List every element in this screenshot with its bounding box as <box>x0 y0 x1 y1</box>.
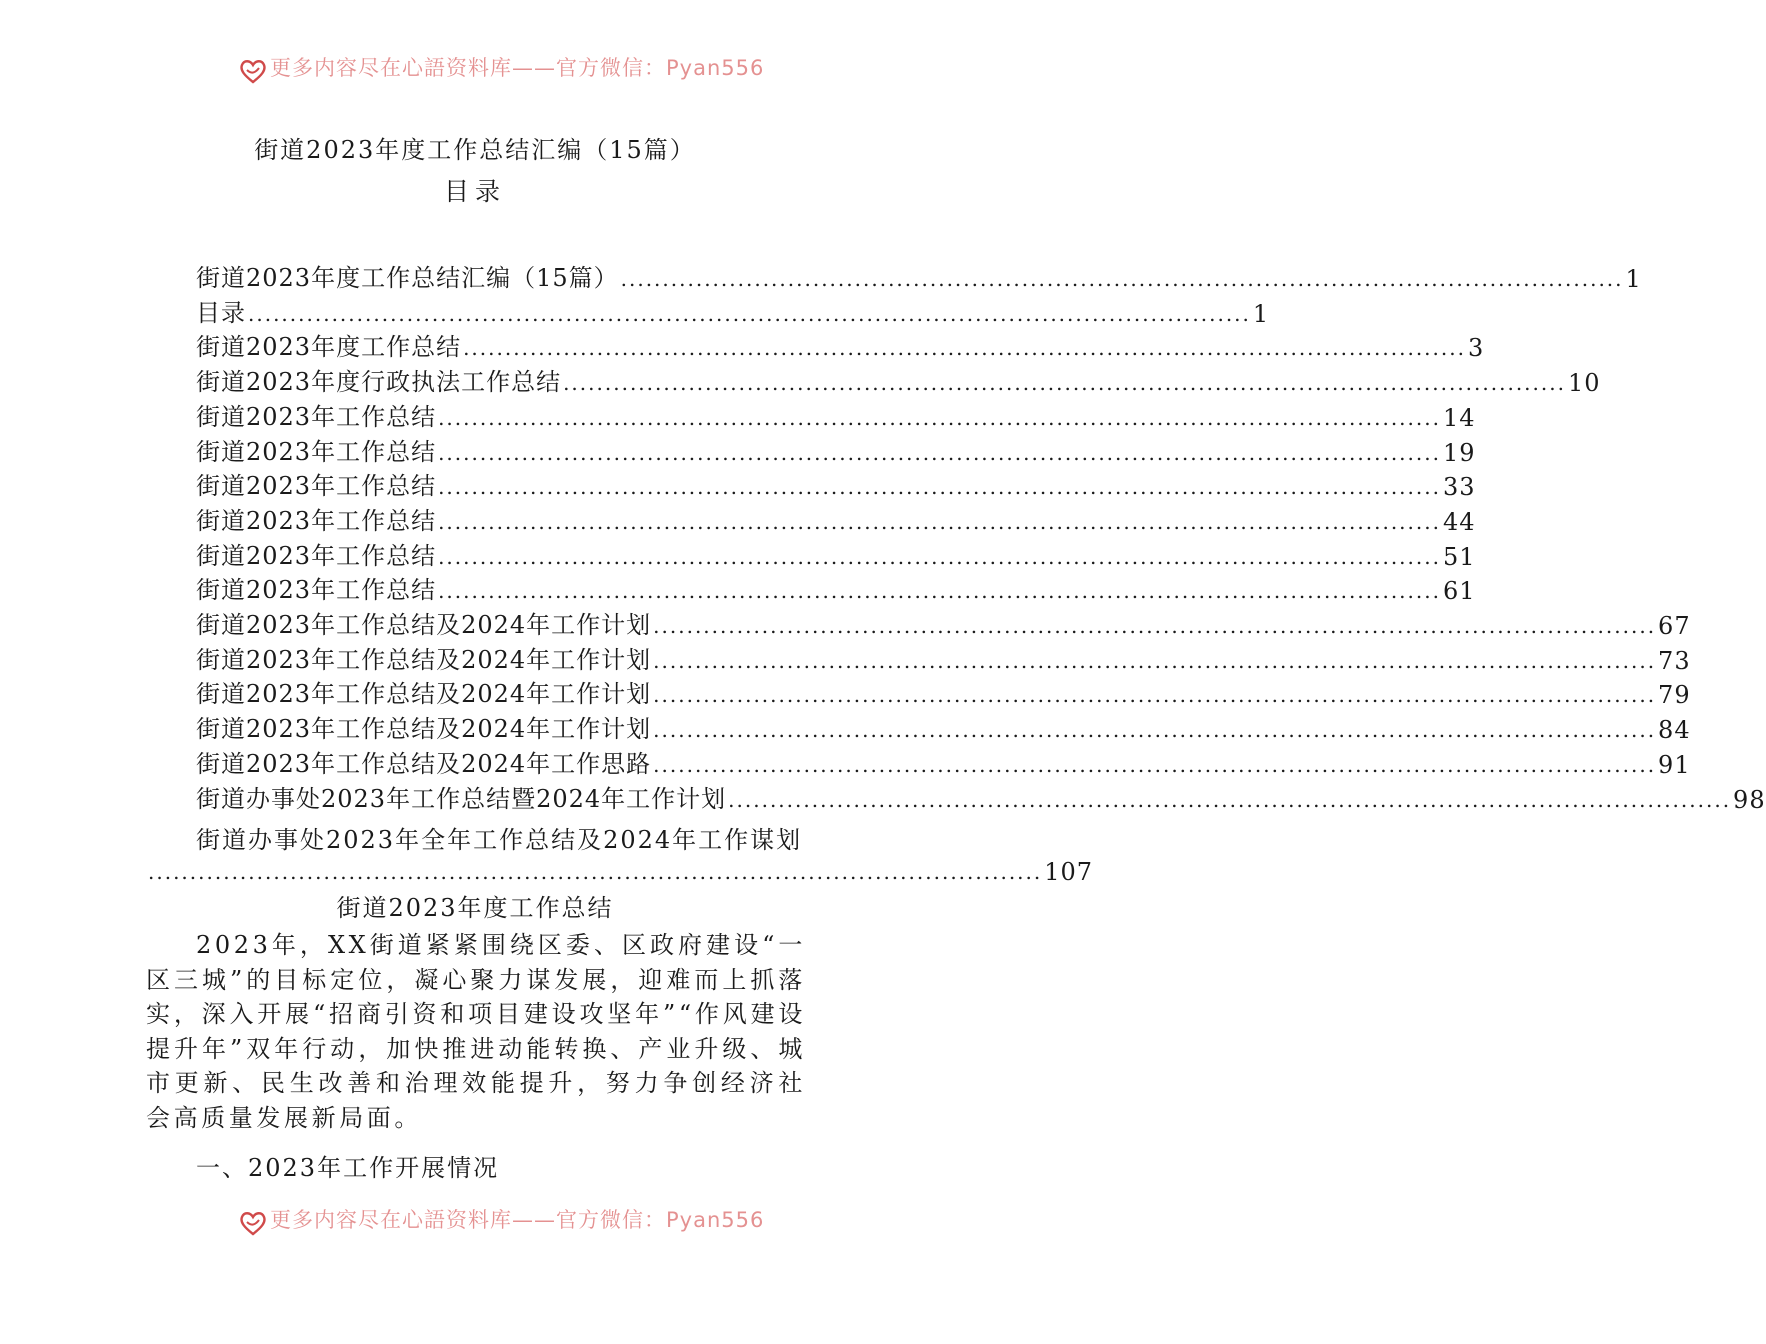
toc-page-number: 10 <box>1567 369 1601 398</box>
toc-entry[interactable] <box>196 645 1691 675</box>
toc-entry-label: 街道2023年工作总结 <box>196 541 437 570</box>
toc-entry[interactable] <box>196 679 1691 710</box>
toc-leader-dots: ........................................................................................................................ <box>438 544 1441 569</box>
toc-page-number: 107 <box>1044 858 1094 886</box>
toc-entry[interactable] <box>196 332 1485 363</box>
toc-entry-label: 街道2023年工作总结及2024年工作计划 <box>196 715 652 744</box>
toc-entry[interactable] <box>196 263 1642 293</box>
toc-leader-dots: ........................................................................................................................ <box>620 267 1624 291</box>
toc-entry-label: 街道办事处2023年全年工作总结及2024年工作谋划 <box>196 826 803 854</box>
toc-entry-label: 街道2023年工作总结及2024年工作思路 <box>196 749 652 778</box>
toc-leader-dots: ........................................................................................................................ <box>563 371 1566 396</box>
toc-page-number: 1 <box>1625 265 1642 293</box>
toc-page-number: 51 <box>1442 542 1476 571</box>
toc-entry-label: 街道2023年工作总结及2024年工作计划 <box>196 645 652 674</box>
toc-page-number: 33 <box>1442 473 1476 502</box>
toc-heading: 目录 <box>443 177 506 206</box>
toc-entry-label: 街道2023年工作总结 <box>196 437 437 466</box>
toc-page-number: 67 <box>1658 612 1691 640</box>
toc-entry-label: 街道2023年工作总结 <box>196 576 437 605</box>
toc-leader-dots: ........................................................................................................................ <box>248 301 1251 326</box>
toc-entry[interactable] <box>196 784 1766 814</box>
toc-leader-dots: ........................................................................................................................ <box>438 440 1441 465</box>
toc-page-number: 98 <box>1733 785 1766 814</box>
toc-entry-label: 街道2023年工作总结 <box>196 402 437 431</box>
toc-entry[interactable] <box>196 437 1476 467</box>
toc-entry-label: 街道2023年工作总结 <box>196 472 437 501</box>
toc-entry-label: 街道2023年工作总结及2024年工作计划 <box>196 680 652 709</box>
intro-paragraph: 2023年，XX街道紧紧围绕区委、区政府建设“一区三城”的目标定位，凝心聚力谋发展，迎难而上抓落实，深入开展“招商引资和项目建设攻坚年”“作风建设提升年”双年行动，加快推进动能转换、产业升级、城市更新、民生改善和治理效能提升，努力争创经济社会高质量发展新局面。 <box>146 931 806 1132</box>
toc-entry-long[interactable] <box>196 820 806 855</box>
toc-leader-dots: ........................................................................................................... <box>148 860 1043 884</box>
toc-entry[interactable] <box>196 506 1476 536</box>
toc-leader-dots: ........................................................................................................................ <box>653 752 1657 777</box>
toc-leader-dots: ........................................................................................................................ <box>438 579 1441 604</box>
toc-leader-dots: ........................................................................................................................ <box>438 509 1441 534</box>
toc-entry[interactable] <box>196 471 1476 502</box>
toc-entry-long-continuation[interactable] <box>146 856 1094 886</box>
toc-page-number: 61 <box>1442 577 1476 606</box>
toc-leader-dots: ........................................................................................................................ <box>438 405 1441 430</box>
toc-leader-dots: ........................................................................................................................ <box>728 787 1732 812</box>
heart-logo-icon <box>238 1208 268 1238</box>
toc-leader-dots: ........................................................................................................................ <box>653 683 1657 708</box>
toc-page-number: 91 <box>1658 750 1691 779</box>
watermark-top <box>238 56 765 86</box>
toc-leader-dots: ........................................................................................................................ <box>463 336 1466 361</box>
toc-page-number: 14 <box>1442 403 1476 432</box>
toc-entry-label: 街道2023年工作总结 <box>196 506 437 535</box>
toc-page-number: 44 <box>1442 507 1476 536</box>
section-subheading: 一、2023年工作开展情况 <box>196 1154 500 1182</box>
toc-leader-dots: ........................................................................................................................ <box>653 648 1657 673</box>
toc-entry[interactable] <box>196 298 1270 328</box>
toc-leader-dots: ........................................................................................................................ <box>438 475 1441 500</box>
toc-entry-label: 街道2023年工作总结及2024年工作计划 <box>196 611 652 639</box>
toc-entry[interactable] <box>196 367 1601 398</box>
toc-entry[interactable] <box>196 749 1691 779</box>
toc-entry[interactable] <box>196 714 1691 745</box>
toc-entry-label: 街道办事处2023年工作总结暨2024年工作计划 <box>196 784 727 813</box>
toc-leader-dots: ........................................................................................................................ <box>653 718 1657 743</box>
toc-leader-dots: ........................................................................................................................ <box>653 614 1657 638</box>
watermark-bottom <box>238 1208 765 1238</box>
heart-logo-icon <box>238 56 268 86</box>
document-title: 街道2023年度工作总结汇编（15篇） <box>254 136 696 164</box>
toc-page-number: 19 <box>1442 438 1476 467</box>
toc-entry-label: 目录 <box>196 298 246 327</box>
toc-entry-label: 街道2023年度工作总结 <box>196 333 462 362</box>
toc-page-number: 79 <box>1658 681 1691 710</box>
toc-page-number: 1 <box>1252 299 1270 328</box>
toc-entry[interactable] <box>196 402 1476 432</box>
toc-page-number: 3 <box>1467 334 1485 363</box>
toc-entry[interactable] <box>196 610 1691 640</box>
section-title: 街道2023年度工作总结 <box>336 894 614 922</box>
toc-page-number: 84 <box>1658 716 1691 745</box>
watermark-text: 更多内容尽在心語资料库——官方微信：Pyan556 <box>270 1208 765 1232</box>
watermark-text: 更多内容尽在心語资料库——官方微信：Pyan556 <box>270 56 765 80</box>
toc-entry[interactable] <box>196 575 1476 606</box>
toc-page-number: 73 <box>1658 646 1691 675</box>
toc-entry[interactable] <box>196 541 1476 571</box>
toc-entry-label: 街道2023年度行政执法工作总结 <box>196 368 562 397</box>
toc-entry-label: 街道2023年度工作总结汇编（15篇） <box>196 264 619 292</box>
